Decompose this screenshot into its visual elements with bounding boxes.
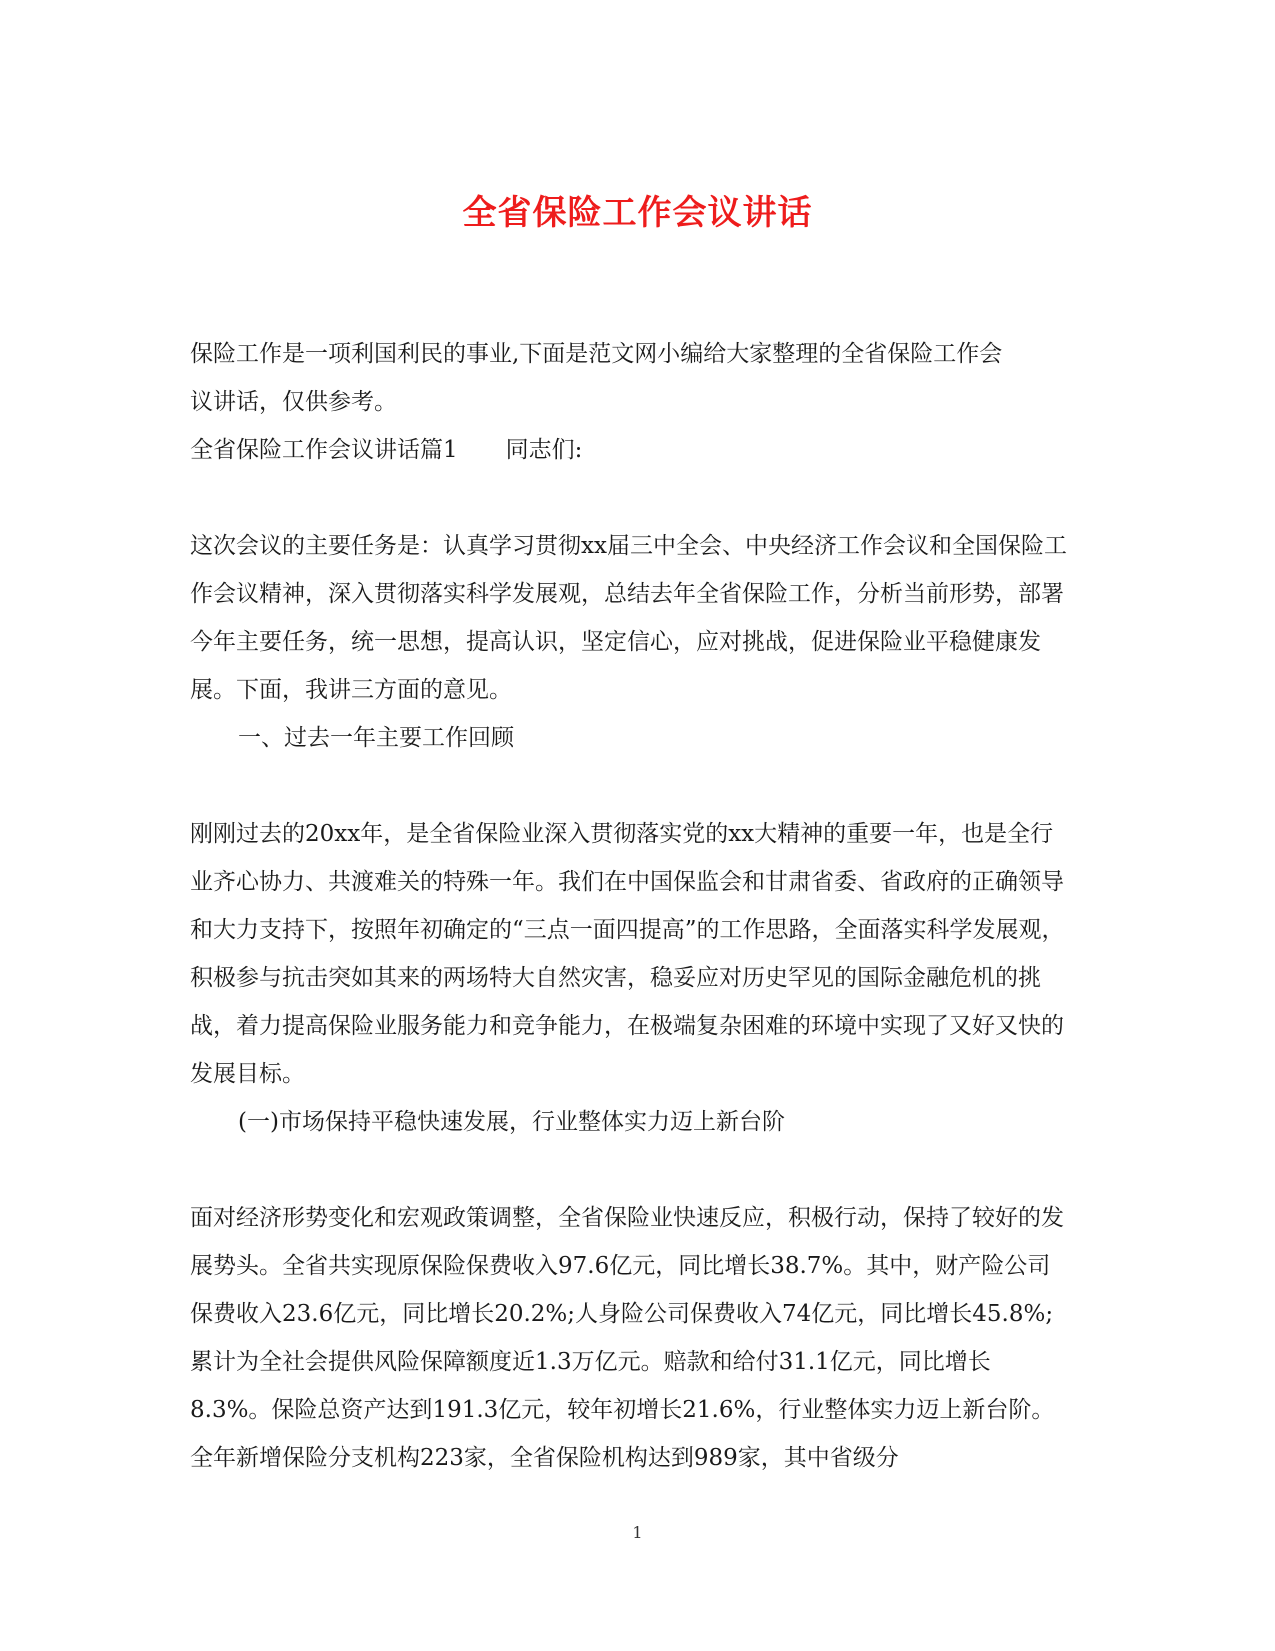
page-number: 1: [632, 1523, 643, 1542]
paragraph-3: 面对经济形势变化和宏观政策调整，全省保险业快速反应，积极行动，保持了较好的发展势头。全省共实现原保险保费收入97.6亿元，同比增长38.7%。其中，财产险公司保费收入23.6亿元，同比增长20.2%;人身险公司保费收入74亿元，同比增长45.8%;累计为全社会提供风险保障额度近1.3万亿元。赔款和给付31.1亿元，同比增长8.3%。保险总资产达到191.3亿元，较年初增长21.6%，行业整体实力迈上新台阶。全年新增保险分支机构223家，全省保险机构达到989家，其中省级分: [190, 1205, 1064, 1471]
article-heading-line: [190, 426, 1070, 474]
intro-line-2: 议讲话，仅供参考。: [190, 389, 397, 415]
article-heading: 全省保险工作会议讲话篇1: [190, 437, 458, 463]
section-1-heading: 一、过去一年主要工作回顾: [238, 725, 514, 751]
paragraph-2: 刚刚过去的20xx年，是全省保险业深入贯彻落实党的xx大精神的重要一年，也是全行业齐心协力、共渡难关的特殊一年。我们在中国保监会和甘肃省委、省政府的正确领导和大力支持下，按照年初确定的“三点一面四提高”的工作思路，全面落实科学发展观，积极参与抗击突如其来的两场特大自然灾害，稳妥应对历史罕见的国际金融危机的挑战，着力提高保险业服务能力和竞争能力，在极端复杂困难的环境中实现了又好又快的发展目标。: [190, 821, 1065, 1087]
document-title: 全省保险工作会议讲话: [462, 192, 813, 233]
intro-line-1: 保险工作是一项利国利民的事业,下面是范文网小编给大家整理的全省保险工作会: [190, 341, 1003, 367]
greeting: 同志们:: [505, 437, 583, 463]
subsection-1-heading: (一)市场保持平稳快速发展，行业整体实力迈上新台阶: [238, 1109, 785, 1135]
document-body: [190, 330, 1070, 1482]
paragraph-1: 这次会议的主要任务是：认真学习贯彻xx届三中全会、中央经济工作会议和全国保险工作会议精神，深入贯彻落实科学发展观，总结去年全省保险工作，分析当前形势，部署今年主要任务，统一思想，提高认识，坚定信心，应对挑战，促进保险业平稳健康发展。下面，我讲三方面的意见。: [190, 533, 1067, 703]
